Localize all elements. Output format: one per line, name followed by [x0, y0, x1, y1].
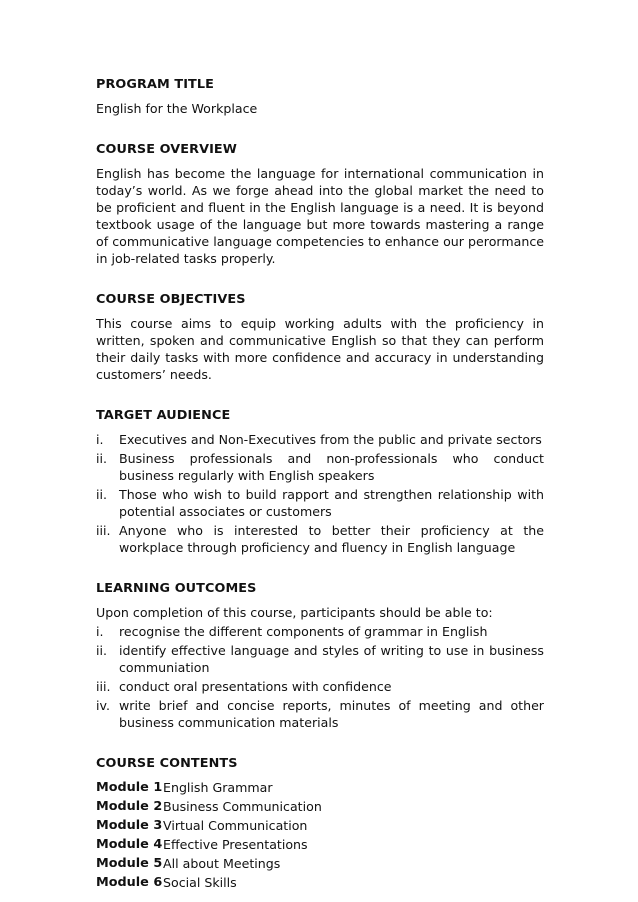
list-item-text: write brief and concise reports, minutes of meeting and other business communication materials: [119, 698, 544, 730]
course-overview-heading: COURSE OVERVIEW: [96, 142, 237, 157]
target-audience-heading: TARGET AUDIENCE: [96, 408, 231, 423]
program-title-text: English for the Workplace: [96, 101, 258, 116]
list-item-text: Business professionals and non-professionals who conduct business regularly with English speakers: [119, 451, 544, 483]
learning-outcomes-intro: Upon completion of this course, participants should be able to:: [96, 605, 493, 620]
list-item: [96, 450, 544, 484]
course-overview-section: [96, 141, 544, 267]
module-row: [96, 798, 544, 815]
learning-outcomes-section: [96, 580, 544, 731]
target-audience-list: [96, 431, 544, 556]
list-item-text: Those who wish to build rapport and strengthen relationship with potential associates or customers: [119, 487, 544, 519]
learning-outcomes-list: [96, 623, 544, 731]
module-name: Effective Presentations: [163, 837, 308, 852]
list-item-text: conduct oral presentations with confidence: [119, 679, 392, 694]
course-objectives-text: This course aims to equip working adults with the proficiency in written, spoken and communicative English so that they can perform their daily tasks with more confidence and accuracy in understanding customers’ needs.: [96, 316, 544, 382]
module-row: [96, 874, 544, 891]
module-row: [96, 836, 544, 853]
module-label: Module 2: [96, 799, 163, 814]
list-item: [96, 642, 544, 676]
course-objectives-section: [96, 291, 544, 383]
module-label: Module 6: [96, 875, 163, 890]
course-overview-text: English has become the language for international communication in today’s world. As we forge ahead into the global market the need to be proficient and fluent in the English language is a need. It is beyond textbook usage of the language but more towards mastering a range of communicative language competencies to enhance our perormance in job-related tasks properly.: [96, 166, 544, 266]
list-item: [96, 697, 544, 731]
program-title-heading: PROGRAM TITLE: [96, 77, 214, 92]
module-label: Module 4: [96, 837, 163, 852]
list-item: [96, 623, 544, 640]
list-item: [96, 486, 544, 520]
module-name: All about Meetings: [163, 856, 281, 871]
list-item-number: i.: [96, 432, 104, 447]
module-name: Social Skills: [163, 875, 237, 890]
program-title-section: [96, 76, 544, 117]
module-row: [96, 817, 544, 834]
module-label: Module 1: [96, 780, 163, 795]
list-item-number: ii.: [96, 451, 108, 466]
list-item: [96, 431, 544, 448]
list-item-text: identify effective language and styles of writing to use in business communiation: [119, 643, 544, 675]
list-item-text: Executives and Non-Executives from the public and private sectors: [119, 432, 542, 447]
list-item: [96, 678, 544, 695]
module-label: Module 5: [96, 856, 163, 871]
module-name: English Grammar: [163, 780, 273, 795]
course-contents-heading: COURSE CONTENTS: [96, 756, 238, 771]
module-row: [96, 855, 544, 872]
learning-outcomes-heading: LEARNING OUTCOMES: [96, 581, 257, 596]
module-name: Business Communication: [163, 799, 322, 814]
target-audience-section: [96, 407, 544, 556]
list-item-number: ii.: [96, 487, 108, 502]
list-item-number: ii.: [96, 643, 108, 658]
list-item-number: i.: [96, 624, 104, 639]
list-item: [96, 522, 544, 556]
list-item-number: iii.: [96, 679, 111, 694]
module-name: Virtual Communication: [163, 818, 308, 833]
course-objectives-heading: COURSE OBJECTIVES: [96, 292, 246, 307]
list-item-number: iii.: [96, 523, 111, 538]
list-item-text: Anyone who is interested to better their proficiency at the workplace through proficiency and fluency in English language: [119, 523, 544, 555]
course-contents-section: [96, 755, 544, 891]
list-item-number: iv.: [96, 698, 110, 713]
module-row: [96, 779, 544, 796]
module-label: Module 3: [96, 818, 163, 833]
list-item-text: recognise the different components of grammar in English: [119, 624, 488, 639]
